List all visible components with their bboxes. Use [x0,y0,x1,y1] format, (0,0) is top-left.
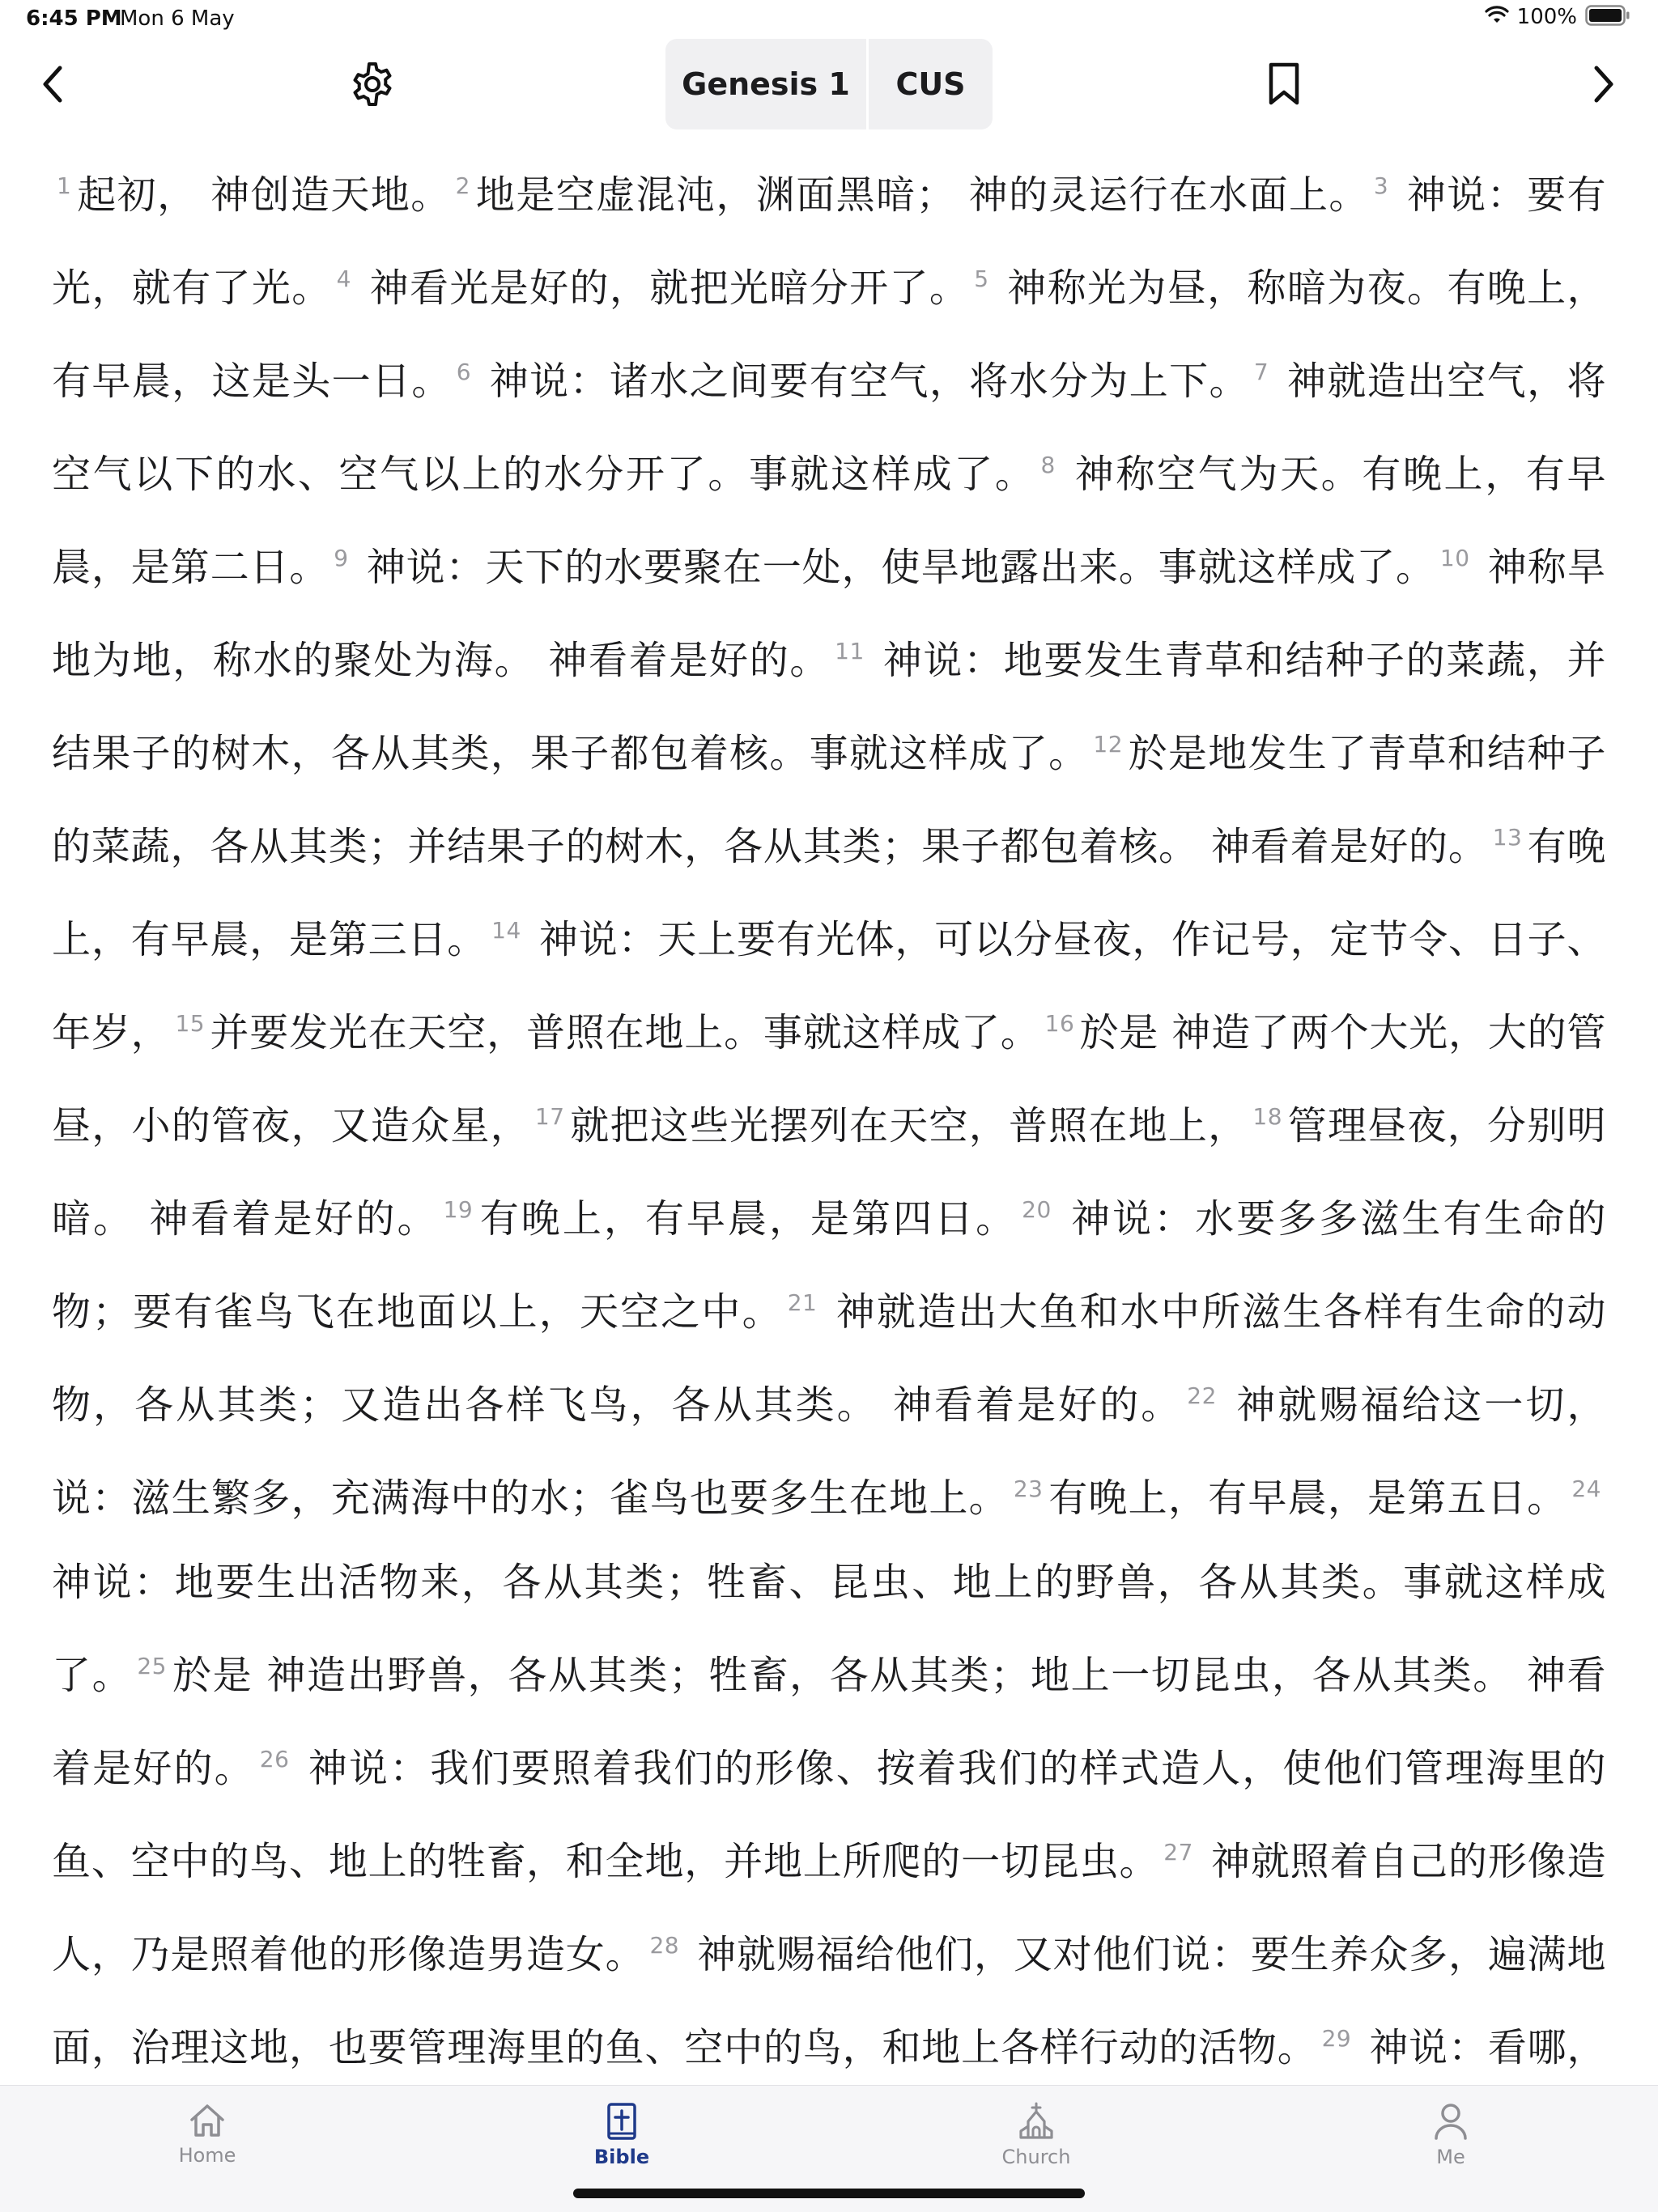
verse-number: 17 [534,1103,565,1130]
wifi-icon [1485,6,1509,28]
verse-text[interactable]: 於是地发生了青草和结种子的菜蔬，各从其类；并结果子的树木，各从其类；果子都包着核。 神看着是好的。 [52,731,1606,869]
verse-number: 1 [57,172,72,199]
verse-text[interactable]: 神说：地要生出活物来，各从其类；牲畜、昆虫、地上的野兽，各从其类。事就这样成了。 [52,1560,1606,1698]
verse-text[interactable]: 神就赐福给这一切，说：滋生繁多，充满海中的水；雀鸟也要多生在地上。 [52,1382,1606,1521]
verse-text[interactable]: 有晚上，有早晨，是第四日。 [478,1196,1018,1242]
verse-text[interactable]: 神说：天下的水要聚在一处，使旱地露出来。事就这样成了。 [353,545,1435,590]
bible-icon [604,2102,640,2141]
verse-number: 14 [491,917,521,944]
verse-number: 3 [1373,172,1389,199]
verse-number: 5 [974,265,989,292]
verse-number: 20 [1022,1196,1052,1223]
person-icon [1433,2102,1469,2141]
verse-text[interactable]: 神说：看哪， [1369,2025,1606,2070]
version-button[interactable]: CUS [895,66,966,102]
verse-text[interactable]: 神称旱地为地，称水的聚处为海。 神看着是好的。 [52,545,1606,683]
verse-text[interactable]: 神看光是好的，就把光暗分开了。 [355,265,970,311]
verse-number: 6 [456,359,472,385]
verse-text[interactable]: 神说：天上要有光体，可以分昼夜，作记号，定节令、日子、年岁， [52,917,1606,1055]
settings-button[interactable] [340,52,405,117]
status-date: Mon 6 May [120,6,235,31]
tab-home[interactable] [110,2086,304,2183]
verse-number: 27 [1163,1839,1193,1866]
verse-number: 21 [787,1289,818,1316]
tab-home-label: Home [178,2144,236,2167]
verse-text[interactable]: 神就造出大鱼和水中所滋生各样有生命的动物，各从其类；又造出各样飞鸟，各从其类。 神看着是好的。 [52,1289,1606,1428]
home-indicator [573,2189,1085,2198]
chapter-version-selector [665,39,993,129]
chevron-left-icon [37,63,70,105]
tab-bible[interactable] [525,2086,719,2183]
verse-number: 16 [1044,1010,1075,1037]
verse-number: 12 [1093,731,1124,758]
chapter-text[interactable] [52,144,1606,2085]
verse-text[interactable]: 神称光为昼，称暗为夜。有晚上，有早晨，这是头一日。 [52,265,1606,404]
verse-number: 19 [443,1196,474,1223]
tab-bible-label: Bible [593,2146,650,2168]
status-bar [0,0,1658,39]
verse-number: 26 [259,1746,290,1773]
book-chapter-button[interactable]: Genesis 1 [665,39,869,129]
verse-text[interactable]: 神就赐福给他们，又对他们说：要生养众多，遍满地面，治理这地，也要管理海里的鱼、空中的鸟，和地上各样行动的活物。 [52,1932,1606,2070]
verse-text[interactable]: 起初， 神创造天地。 [76,172,451,218]
verse-number: 25 [137,1653,167,1679]
next-chapter-button[interactable] [1571,52,1635,117]
status-time: 6:45 PM [26,6,122,31]
church-icon [1017,2102,1056,2141]
verse-text[interactable]: 就把这些光摆列在天空，普照在地上， [569,1103,1248,1148]
verse-number: 15 [175,1010,206,1037]
verse-number: 18 [1252,1103,1283,1130]
tab-church[interactable] [939,2086,1133,2183]
verse-number: 23 [1013,1475,1044,1502]
verse-text[interactable]: 於是 神造了两个大光，大的管昼，小的管夜，又造众星， [52,1010,1606,1148]
verse-text[interactable]: 并要发光在天空，普照在地上。事就这样成了。 [210,1010,1040,1055]
verse-number: 28 [649,1932,680,1959]
verse-number: 7 [1253,359,1269,385]
bookmark-icon [1266,62,1302,107]
verse-number: 10 [1439,545,1470,571]
battery-icon [1585,5,1630,29]
verse-number: 29 [1321,2025,1352,2052]
verse-text[interactable]: 有晚上，有早晨，是第三日。 [52,824,1606,962]
battery-percent: 100% [1516,5,1577,29]
verse-number: 22 [1187,1382,1217,1409]
verse-text[interactable]: 管理昼夜，分别明暗。 神看着是好的。 [52,1103,1606,1242]
verse-text[interactable]: 神称空气为天。有晚上，有早晨，是第二日。 [52,452,1606,590]
chevron-right-icon [1587,63,1619,105]
verse-number: 13 [1492,824,1523,851]
verse-number: 4 [336,265,351,292]
verse-text[interactable]: 神就照着自己的形像造人，乃是照着他的形像造男造女。 [52,1839,1606,1977]
verse-number: 11 [835,638,865,664]
verse-text[interactable]: 神说：地要发生青草和结种子的菜蔬，并结果子的树木，各从其类，果子都包着核。事就这样成了。 [52,638,1606,776]
verse-number: 9 [334,545,349,571]
verse-number: 2 [455,172,470,199]
previous-chapter-button[interactable] [21,52,86,117]
verse-text[interactable]: 於是 神造出野兽，各从其类；牲畜，各从其类；地上一切昆虫，各从其类。 神看着是好的。 [52,1653,1606,1791]
reader-toolbar [0,39,1658,134]
status-indicators [1485,5,1630,29]
verse-text[interactable]: 有晚上，有早晨，是第五日。 [1048,1475,1567,1521]
verse-text[interactable]: 神说：水要多多滋生有生命的物；要有雀鸟飞在地面以上，天空之中。 [52,1196,1606,1335]
verse-text[interactable]: 神就造出空气，将空气以下的水、空气以上的水分开了。事就这样成了。 [52,359,1606,497]
verse-text[interactable]: 神说：我们要照着我们的形像、按着我们的样式造人，使他们管理海里的鱼、空中的鸟、地上的牲畜，和全地，并地上所爬的一切昆虫。 [52,1746,1606,1884]
verse-text[interactable]: 地是空虚混沌，渊面黑暗； 神的灵运行在水面上。 [475,172,1369,218]
bookmark-button[interactable] [1252,52,1316,117]
tab-me-label: Me [1436,2146,1465,2168]
verse-number: 24 [1571,1475,1601,1502]
verse-text[interactable]: 神说：诸水之间要有空气，将水分为上下。 [476,359,1249,404]
gear-icon [348,60,397,108]
tab-church-label: Church [1001,2146,1071,2168]
tab-me[interactable] [1354,2086,1548,2183]
home-icon [188,2102,227,2139]
verse-number: 8 [1040,452,1056,478]
verse-text[interactable]: 神说：要有光，就有了光。 [52,172,1606,311]
